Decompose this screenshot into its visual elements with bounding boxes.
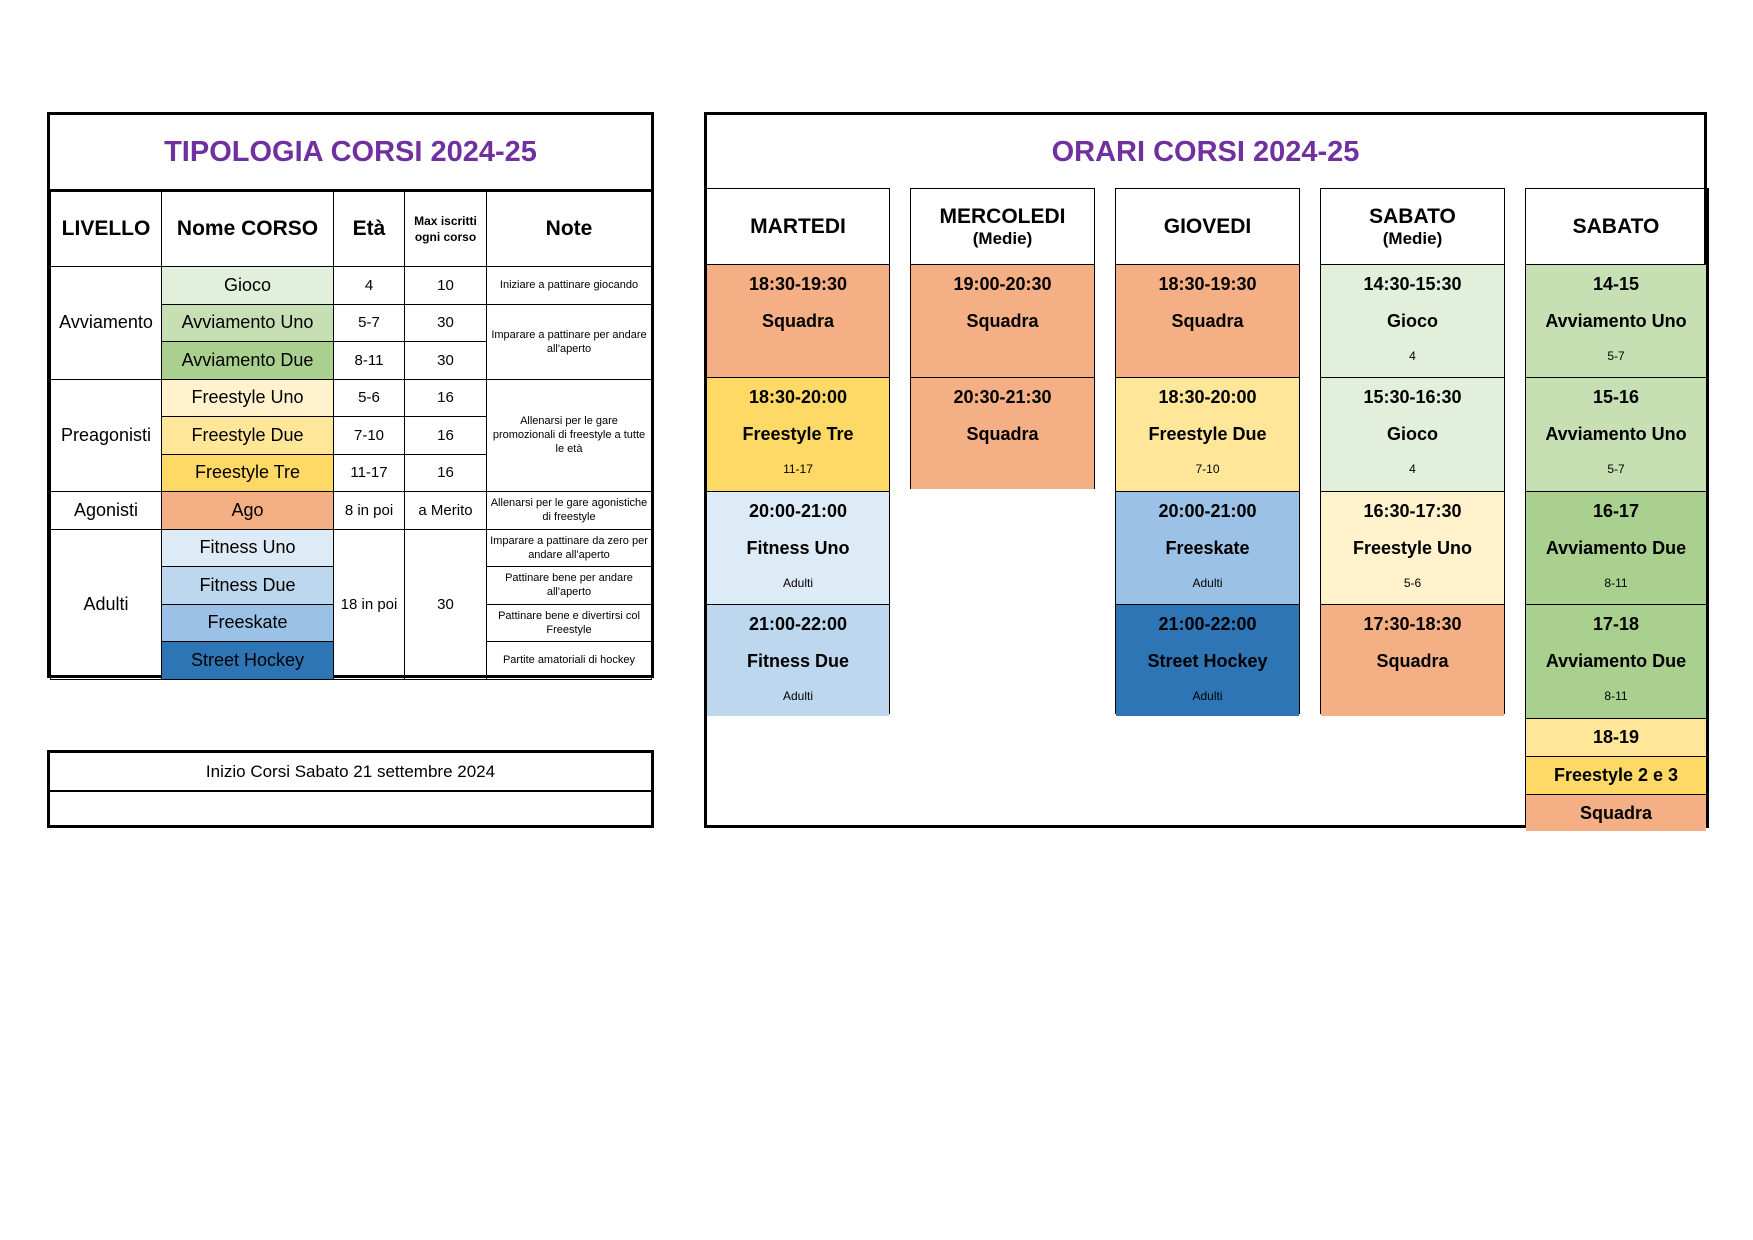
- slot-time: 16:30-17:30: [1363, 501, 1462, 521]
- day-header: [707, 189, 889, 265]
- course-eta: 5-6: [334, 379, 405, 417]
- slot-time: 18:30-19:30: [1158, 274, 1257, 294]
- schedule-slot: [1116, 265, 1299, 378]
- day-column-sabato: [1525, 188, 1709, 828]
- slot-time: 21:00-22:00: [1158, 614, 1257, 634]
- level-agonisti: Agonisti: [51, 492, 162, 530]
- day-column-giovedi: [1115, 188, 1300, 714]
- slot-course: Squadra: [1171, 311, 1244, 331]
- day-column-sabato-medie: [1320, 188, 1505, 714]
- slot-time: 15-16: [1592, 387, 1640, 407]
- schedule-slot: [1116, 605, 1299, 716]
- course-note: Allenarsi per le gare promozionali di freestyle a tutte le età: [487, 379, 652, 492]
- day-name: SABATO: [1369, 205, 1456, 228]
- slot-time: 16-17: [1592, 501, 1640, 521]
- slot-course: Squadra: [761, 311, 835, 331]
- slot-age: Adulti: [1192, 576, 1223, 590]
- schedule-slot: [1116, 378, 1299, 492]
- start-date-box: [47, 750, 654, 828]
- slot-course: Freestyle Tre: [742, 424, 854, 444]
- course-name: Freestyle Tre: [162, 454, 334, 492]
- course-eta: 7-10: [334, 417, 405, 455]
- slot-time: 20:00-21:00: [1158, 501, 1257, 521]
- level-preagonisti: Preagonisti: [51, 379, 162, 492]
- day-header: [1526, 189, 1706, 265]
- slot-time: 17:30-18:30: [1363, 614, 1462, 634]
- course-note: Imparare a pattinare da zero per andare all'aperto: [487, 529, 652, 567]
- slot-course: Street Hockey: [1147, 651, 1268, 671]
- schedule-slot: [1321, 378, 1504, 492]
- start-date-text: Inizio Corsi Sabato 21 settembre 2024: [50, 753, 651, 792]
- day-header: [911, 189, 1094, 265]
- tipologia-panel: [47, 112, 654, 678]
- slot-time: 19:00-20:30: [953, 274, 1052, 294]
- level-adulti: Adulti: [51, 529, 162, 679]
- slot-time: 15:30-16:30: [1363, 387, 1462, 407]
- slot-course: Avviamento Due: [1545, 538, 1687, 558]
- slot-age: 5-7: [1607, 349, 1625, 363]
- slot-time: 18:30-19:30: [748, 274, 848, 294]
- course-name: Freeskate: [162, 604, 334, 642]
- course-name: Street Hockey: [162, 642, 334, 680]
- schedule-slot: [1321, 605, 1504, 716]
- slot-course: Squadra: [966, 311, 1039, 331]
- table-row: [51, 529, 652, 567]
- slot-course: Freestyle Due: [1148, 424, 1267, 444]
- slot-time: 20:30-21:30: [953, 387, 1052, 407]
- schedule-slot: [707, 605, 889, 716]
- course-name: Ago: [162, 492, 334, 530]
- courses-table: [50, 191, 652, 680]
- day-name: MERCOLEDI: [939, 205, 1066, 228]
- slot-age: Adulti: [782, 689, 814, 703]
- day-header: [1321, 189, 1504, 265]
- slot-age: Adulti: [1192, 689, 1223, 703]
- course-name: Avviamento Uno: [162, 304, 334, 342]
- course-eta: 8 in poi: [334, 492, 405, 530]
- schedule-slot: [1526, 265, 1706, 378]
- course-max: 30: [405, 342, 487, 380]
- schedule-slot: [1526, 492, 1706, 605]
- schedule-slot: [911, 378, 1094, 489]
- course-max: 16: [405, 379, 487, 417]
- slot-age: 7-10: [1195, 462, 1220, 476]
- table-row: [51, 492, 652, 530]
- schedule-slot: [707, 492, 889, 605]
- course-note: Pattinare bene per andare all'aperto: [487, 567, 652, 605]
- header-eta: Età: [334, 192, 405, 267]
- schedule-slot: [707, 265, 889, 378]
- course-name: Avviamento Due: [162, 342, 334, 380]
- slot-course: Squadra: [1526, 794, 1706, 831]
- course-eta: 18 in poi: [334, 529, 405, 679]
- schedule-slot: [1321, 265, 1504, 378]
- slot-time: 21:00-22:00: [748, 614, 848, 634]
- day-name: SABATO: [1572, 215, 1660, 238]
- slot-course: Gioco: [1386, 311, 1438, 331]
- course-max: a Merito: [405, 492, 487, 530]
- course-name: Fitness Due: [162, 567, 334, 605]
- header-max-iscritti: Max iscritti ogni corso: [405, 192, 487, 267]
- slot-time: 18:30-20:00: [1158, 387, 1257, 407]
- schedule-slot: [1526, 378, 1706, 492]
- day-name: GIOVEDI: [1163, 215, 1252, 238]
- tipologia-title: TIPOLOGIA CORSI 2024-25: [50, 115, 651, 191]
- slot-time: 20:00-21:00: [748, 501, 848, 521]
- slot-time: 18-19: [1526, 719, 1706, 756]
- course-note: Imparare a pattinare per andare all'aperto: [487, 304, 652, 379]
- slot-course: Fitness Uno: [746, 538, 850, 558]
- course-note: Partite amatoriali di hockey: [487, 642, 652, 680]
- course-name: Fitness Uno: [162, 529, 334, 567]
- slot-age: 4: [1409, 462, 1416, 476]
- slot-age: Adulti: [782, 576, 814, 590]
- schedule-slot: [911, 265, 1094, 378]
- course-note: Allenarsi per le gare agonistiche di freestyle: [487, 492, 652, 530]
- slot-course: Fitness Due: [746, 651, 850, 671]
- header-livello: LIVELLO: [51, 192, 162, 267]
- course-eta: 4: [334, 267, 405, 305]
- day-column-martedi: [706, 188, 890, 714]
- day-sub: (Medie): [972, 229, 1033, 248]
- slot-age: 8-11: [1604, 689, 1628, 703]
- day-sub: (Medie): [1382, 229, 1443, 248]
- slot-course: Avviamento Due: [1545, 651, 1687, 671]
- course-note: Pattinare bene e divertirsi col Freestyle: [487, 604, 652, 642]
- slot-course: Gioco: [1386, 424, 1438, 444]
- slot-age: 5-7: [1607, 462, 1625, 476]
- orari-title: ORARI CORSI 2024-25: [1051, 135, 1360, 168]
- course-eta: 11-17: [334, 454, 405, 492]
- course-eta: 8-11: [334, 342, 405, 380]
- slot-time: 17-18: [1592, 614, 1640, 634]
- day-column-mercoledi: [910, 188, 1095, 489]
- level-avviamento: Avviamento: [51, 267, 162, 380]
- schedule-slot: [1116, 492, 1299, 605]
- schedule-slot: [1321, 492, 1504, 605]
- slot-course: Freestyle 2 e 3: [1526, 756, 1706, 794]
- course-name: Freestyle Due: [162, 417, 334, 455]
- slot-course: Freeskate: [1165, 538, 1250, 558]
- course-name: Freestyle Uno: [162, 379, 334, 417]
- slot-age: 5-6: [1403, 576, 1422, 590]
- course-name: Gioco: [162, 267, 334, 305]
- header-note: Note: [487, 192, 652, 267]
- table-header-row: [51, 192, 652, 267]
- slot-time: 14:30-15:30: [1363, 274, 1462, 294]
- schedule-slot: [707, 378, 889, 492]
- header-nome-corso: Nome CORSO: [162, 192, 334, 267]
- slot-course: Squadra: [966, 424, 1039, 444]
- course-max: 10: [405, 267, 487, 305]
- slot-course: Freestyle Uno: [1352, 538, 1473, 558]
- slot-course: Squadra: [1376, 651, 1449, 671]
- course-max: 30: [405, 304, 487, 342]
- slot-course: Avviamento Uno: [1545, 311, 1687, 331]
- slot-time: 18:30-20:00: [748, 387, 848, 407]
- table-row: [51, 267, 652, 305]
- course-note: Iniziare a pattinare giocando: [487, 267, 652, 305]
- slot-course: Avviamento Uno: [1545, 424, 1687, 444]
- slot-time: 14-15: [1592, 274, 1640, 294]
- day-name: MARTEDI: [750, 215, 846, 238]
- schedule-slot: [1526, 605, 1706, 719]
- course-max: 16: [405, 454, 487, 492]
- slot-age: 8-11: [1604, 576, 1628, 590]
- slot-age: 11-17: [783, 462, 813, 476]
- course-max: 16: [405, 417, 487, 455]
- slot-age: 4: [1409, 349, 1416, 363]
- day-header: [1116, 189, 1299, 265]
- course-max: 30: [405, 529, 487, 679]
- table-row: [51, 379, 652, 417]
- course-eta: 5-7: [334, 304, 405, 342]
